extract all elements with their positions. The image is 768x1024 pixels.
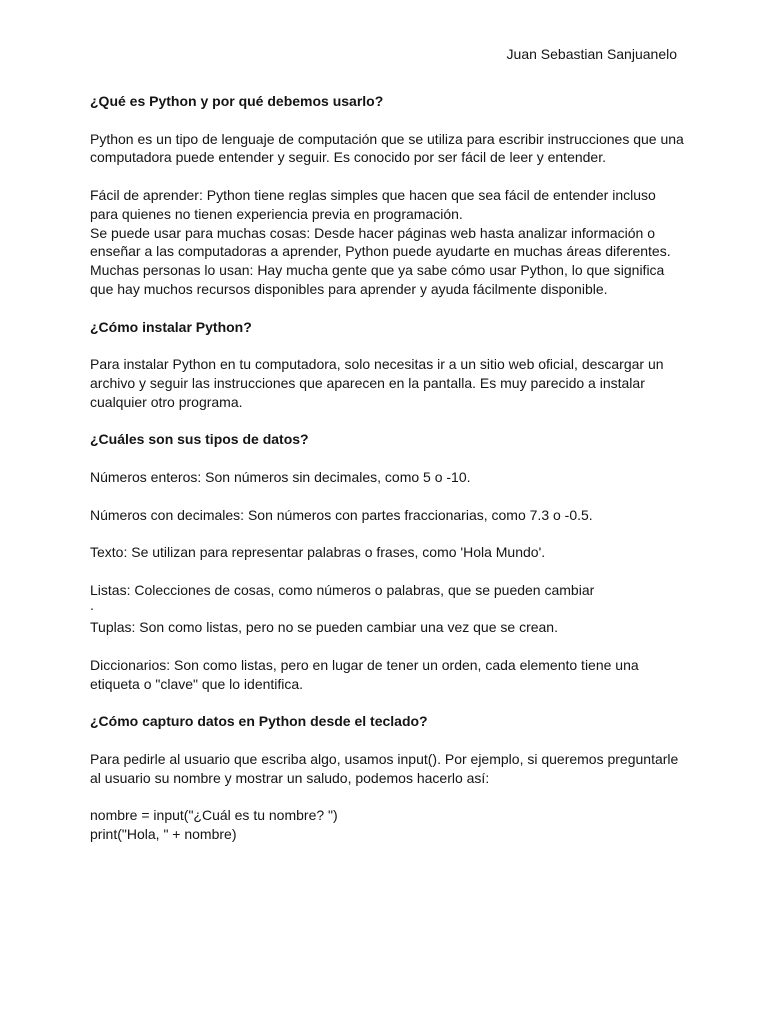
paragraph-line: cualquier otro programa. [90, 393, 243, 410]
data-type-integers: Números enteros: Son números sin decimales, como 5 o -10. [90, 468, 471, 485]
data-type-lists: Listas: Colecciones de cosas, como números o palabras, que se pueden cambiar [90, 581, 595, 598]
paragraph-line: Se puede usar para muchas cosas: Desde hacer páginas web hasta analizar información o [90, 224, 655, 241]
section-heading-what-is-python: ¿Qué es Python y por qué debemos usarlo? [90, 93, 384, 109]
author-name: Juan Sebastian Sanjuanelo [506, 46, 677, 62]
data-type-text: Texto: Se utilizan para representar palabras o frases, como 'Hola Mundo'. [90, 544, 546, 561]
data-type-dicts: Diccionarios: Son como listas, pero en lugar de tener un orden, cada elemento tiene una [90, 656, 639, 673]
paragraph-line: computadora puede entender y seguir. Es conocido por ser fácil de leer y entender. [90, 149, 606, 166]
data-type-decimals: Números con decimales: Son números con partes fraccionarias, como 7.3 o -0.5. [90, 506, 593, 523]
paragraph-line: que hay muchos recursos disponibles para aprender y ayuda fácilmente disponible. [90, 280, 608, 297]
paragraph-line: al usuario su nombre y mostrar un saludo, podemos hacerlo así: [90, 769, 490, 786]
paragraph-line: enseñar a las computadoras a aprender, Python puede ayudarte en muchas áreas diferentes. [90, 243, 671, 260]
document-body [90, 92, 700, 844]
paragraph-line: Para pedirle al usuario que escriba algo, usamos input(). Por ejemplo, si queremos preguntarle [90, 750, 679, 767]
paragraph-line: archivo y seguir las instrucciones que aparecen en la pantalla. Es muy parecido a instalar [90, 374, 645, 391]
paragraph-line: Para instalar Python en tu computadora, solo necesitas ir a un sitio web oficial, descargar un [90, 356, 664, 373]
data-type-tuples: Tuplas: Son como listas, pero no se pueden cambiar una vez que se crean. [90, 619, 558, 636]
section-heading-install-python: ¿Cómo instalar Python? [90, 318, 252, 335]
stray-period: . [90, 596, 94, 613]
data-type-dicts: etiqueta o "clave" que lo identifica. [90, 675, 304, 692]
section-heading-data-types: ¿Cuáles son sus tipos de datos? [90, 431, 309, 448]
code-line: print("Hola, " + nombre) [90, 826, 237, 843]
paragraph-line: Fácil de aprender: Python tiene reglas simples que hacen que sea fácil de entender incluso [90, 186, 656, 203]
paragraph-line: Muchas personas lo usan: Hay mucha gente que ya sabe cómo usar Python, lo que significa [90, 262, 665, 279]
paragraph-line: para quienes no tienen experiencia previa en programación. [90, 205, 463, 222]
paragraph-line: Python es un tipo de lenguaje de computación que se utiliza para escribir instrucciones que una [90, 130, 684, 147]
code-line: nombre = input("¿Cuál es tu nombre? ") [90, 807, 338, 824]
section-heading-keyboard-input: ¿Cómo capturo datos en Python desde el teclado? [90, 713, 428, 730]
